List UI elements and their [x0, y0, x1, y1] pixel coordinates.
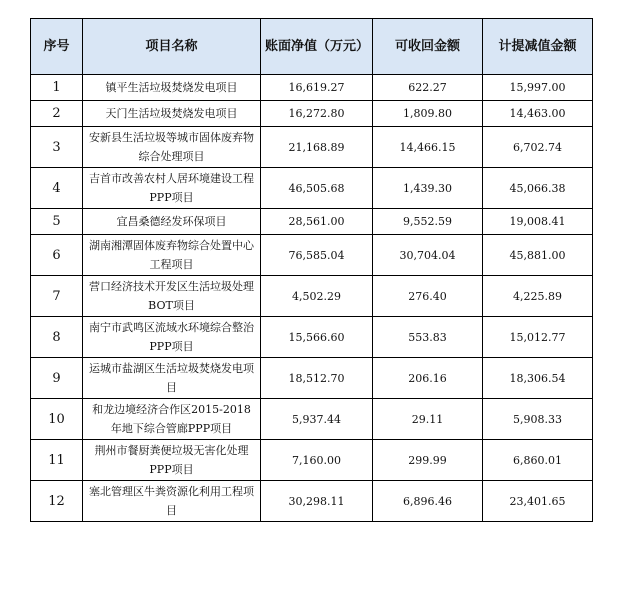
cell-project-name: 南宁市武鸣区流域水环境综合整治PPP项目	[83, 317, 261, 358]
cell-recoverable-amount: 14,466.15	[373, 127, 483, 168]
cell-recoverable-amount: 276.40	[373, 276, 483, 317]
cell-seq: 11	[31, 440, 83, 481]
cell-recoverable-amount: 9,552.59	[373, 209, 483, 235]
cell-recoverable-amount: 30,704.04	[373, 235, 483, 276]
cell-book-value: 46,505.68	[261, 168, 373, 209]
cell-recoverable-amount: 1,809.80	[373, 101, 483, 127]
cell-impairment-amount: 18,306.54	[483, 358, 593, 399]
cell-project-name: 宜昌桑德经发环保项目	[83, 209, 261, 235]
cell-book-value: 7,160.00	[261, 440, 373, 481]
cell-book-value: 18,512.70	[261, 358, 373, 399]
impairment-table	[30, 18, 593, 522]
cell-recoverable-amount: 553.83	[373, 317, 483, 358]
cell-impairment-amount: 5,908.33	[483, 399, 593, 440]
cell-recoverable-amount: 622.27	[373, 75, 483, 101]
table-row	[31, 276, 593, 317]
cell-impairment-amount: 6,860.01	[483, 440, 593, 481]
table-row	[31, 235, 593, 276]
cell-project-name: 镇平生活垃圾焚烧发电项目	[83, 75, 261, 101]
cell-seq: 10	[31, 399, 83, 440]
cell-book-value: 30,298.11	[261, 481, 373, 522]
cell-impairment-amount: 15,012.77	[483, 317, 593, 358]
cell-recoverable-amount: 6,896.46	[373, 481, 483, 522]
cell-impairment-amount: 23,401.65	[483, 481, 593, 522]
table-row	[31, 399, 593, 440]
cell-recoverable-amount: 1,439.30	[373, 168, 483, 209]
cell-project-name: 天门生活垃圾焚烧发电项目	[83, 101, 261, 127]
cell-book-value: 5,937.44	[261, 399, 373, 440]
cell-project-name: 湖南湘潭固体废弃物综合处置中心工程项目	[83, 235, 261, 276]
table-row	[31, 209, 593, 235]
table-row	[31, 168, 593, 209]
cell-impairment-amount: 6,702.74	[483, 127, 593, 168]
cell-impairment-amount: 19,008.41	[483, 209, 593, 235]
cell-impairment-amount: 15,997.00	[483, 75, 593, 101]
cell-seq: 5	[31, 209, 83, 235]
cell-book-value: 15,566.60	[261, 317, 373, 358]
cell-project-name: 运城市盐湖区生活垃圾焚烧发电项目	[83, 358, 261, 399]
cell-seq: 12	[31, 481, 83, 522]
header-project-name: 项目名称	[83, 19, 261, 75]
cell-project-name: 营口经济技术开发区生活垃圾处理BOT项目	[83, 276, 261, 317]
table-row	[31, 127, 593, 168]
cell-project-name: 塞北管理区牛粪资源化利用工程项目	[83, 481, 261, 522]
cell-project-name: 安新县生活垃圾等城市固体废弃物综合处理项目	[83, 127, 261, 168]
cell-impairment-amount: 45,881.00	[483, 235, 593, 276]
cell-project-name: 吉首市改善农村人居环境建设工程PPP项目	[83, 168, 261, 209]
header-book-value: 账面净值（万元）	[261, 19, 373, 75]
table-row	[31, 358, 593, 399]
header-recoverable-amount: 可收回金额	[373, 19, 483, 75]
cell-seq: 9	[31, 358, 83, 399]
cell-project-name: 荆州市餐厨粪便垃圾无害化处理PPP项目	[83, 440, 261, 481]
cell-impairment-amount: 14,463.00	[483, 101, 593, 127]
cell-book-value: 28,561.00	[261, 209, 373, 235]
cell-book-value: 16,619.27	[261, 75, 373, 101]
table-row	[31, 317, 593, 358]
cell-seq: 8	[31, 317, 83, 358]
cell-project-name: 和龙边境经济合作区2015-2018年地下综合管廊PPP项目	[83, 399, 261, 440]
table-row	[31, 481, 593, 522]
header-seq: 序号	[31, 19, 83, 75]
table-row	[31, 101, 593, 127]
cell-seq: 7	[31, 276, 83, 317]
cell-book-value: 76,585.04	[261, 235, 373, 276]
cell-seq: 2	[31, 101, 83, 127]
cell-recoverable-amount: 206.16	[373, 358, 483, 399]
table-header-row	[31, 19, 593, 75]
cell-recoverable-amount: 29.11	[373, 399, 483, 440]
cell-book-value: 4,502.29	[261, 276, 373, 317]
cell-impairment-amount: 4,225.89	[483, 276, 593, 317]
cell-recoverable-amount: 299.99	[373, 440, 483, 481]
cell-book-value: 16,272.80	[261, 101, 373, 127]
cell-seq: 4	[31, 168, 83, 209]
cell-seq: 6	[31, 235, 83, 276]
table-row	[31, 75, 593, 101]
cell-book-value: 21,168.89	[261, 127, 373, 168]
header-impairment-amount: 计提减值金额	[483, 19, 593, 75]
cell-seq: 1	[31, 75, 83, 101]
table-row	[31, 440, 593, 481]
cell-seq: 3	[31, 127, 83, 168]
cell-impairment-amount: 45,066.38	[483, 168, 593, 209]
